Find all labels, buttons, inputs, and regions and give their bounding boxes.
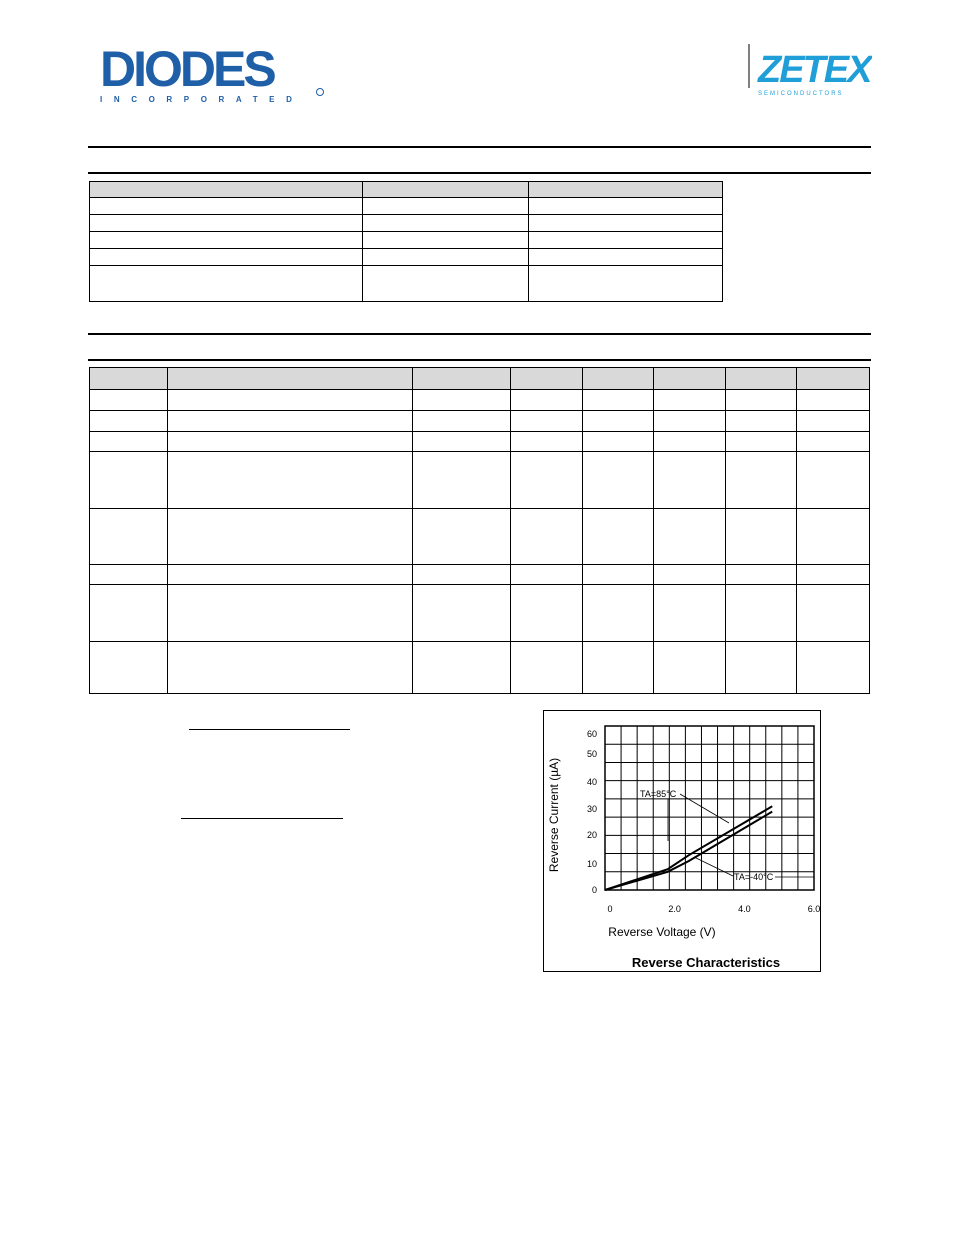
diodes-logo-subtitle: INCORPORATED: [100, 95, 304, 104]
section-rule-top-2: [88, 333, 871, 335]
table-row: [90, 432, 870, 452]
chart-title: Reverse Characteristics: [631, 955, 781, 970]
chart-ticks: [587, 729, 820, 914]
ratings-table: [89, 181, 723, 302]
chart-y-tick-label: 20: [586, 830, 597, 840]
note-underline-1: [189, 729, 350, 730]
chart-y-tick-label: 60: [586, 729, 597, 739]
chart-annotation-leader: [680, 794, 729, 823]
chart-x-tick-label: 6.0: [807, 904, 820, 914]
chart-y-tick-label: 40: [586, 777, 597, 787]
chart-plot-frame: [605, 726, 814, 890]
table-row: [90, 232, 723, 249]
table-row: [90, 565, 870, 585]
table-header-row: [90, 368, 870, 390]
chart-annotation: TA=-40°C: [734, 872, 774, 882]
reverse-characteristics-chart: [543, 710, 821, 972]
table-row: [90, 266, 723, 302]
zetex-logo: [748, 44, 872, 96]
chart-annotation-leader: [694, 857, 733, 876]
note-underline-2: [181, 818, 343, 819]
table-row: [90, 390, 870, 411]
table-row: [90, 198, 723, 215]
table-row: [90, 452, 870, 509]
section-rule-bottom-2: [88, 359, 871, 361]
chart-y-tick-label: 30: [586, 804, 597, 814]
table-row: [90, 585, 870, 642]
chart-svg: [544, 711, 820, 971]
chart-x-tick-label: 0: [607, 904, 613, 914]
chart-y-tick-label: 0: [591, 885, 597, 895]
registered-mark-icon: [317, 89, 324, 96]
chart-x-axis-label: Reverse Voltage (V): [608, 925, 716, 939]
chart-x-tick-label: 4.0: [738, 904, 751, 914]
section-rule-bottom-1: [88, 172, 871, 174]
chart-annotation: TA=85°C: [640, 789, 677, 799]
chart-y-tick-label: 50: [586, 749, 597, 759]
diodes-logo: [98, 44, 328, 106]
table-row: [90, 642, 870, 694]
table-header-row: [90, 182, 723, 198]
zetex-logo-wordmark: ZETEX: [758, 49, 871, 91]
section-rule-top-1: [88, 146, 871, 148]
chart-grid: [605, 726, 814, 890]
characteristics-table: [89, 367, 870, 694]
zetex-logo-subtitle: SEMICONDUCTORS: [758, 91, 844, 96]
diodes-logo-wordmark: DIODES: [100, 44, 274, 97]
table-row: [90, 411, 870, 432]
table-row: [90, 509, 870, 565]
chart-y-axis-label: Reverse Current (µA): [547, 757, 561, 873]
chart-x-tick-label: 2.0: [668, 904, 681, 914]
table-row: [90, 249, 723, 266]
table-row: [90, 215, 723, 232]
chart-y-tick-label: 10: [586, 859, 597, 869]
